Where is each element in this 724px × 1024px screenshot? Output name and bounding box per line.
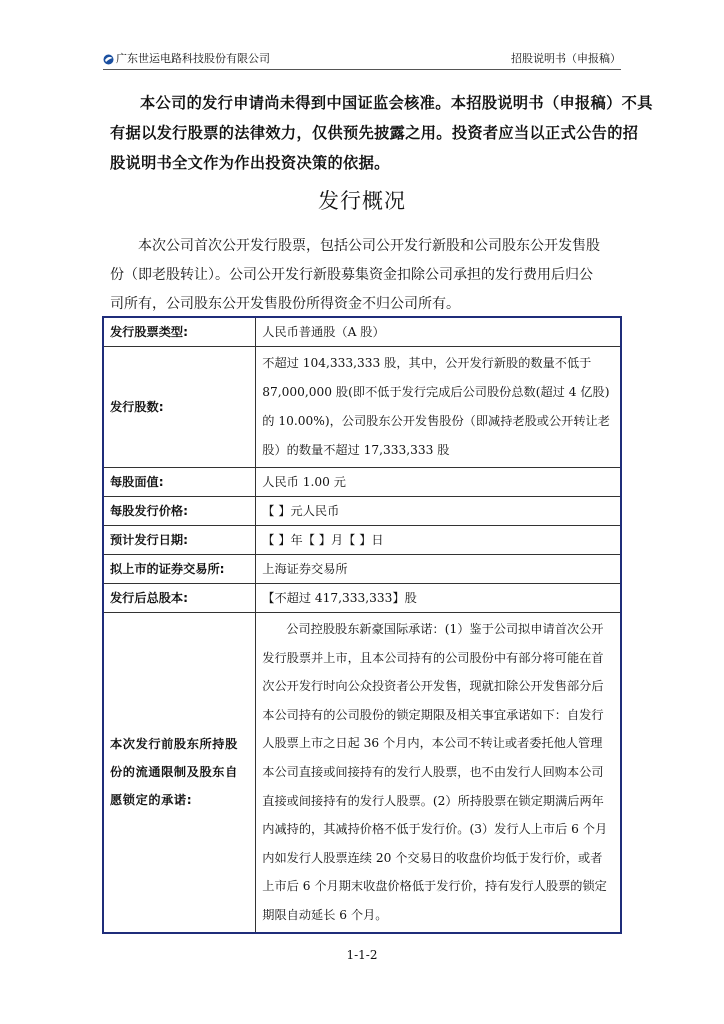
header-company-name: 广东世运电路科技股份有限公司 (116, 52, 270, 65)
row-label: 预计发行日期: (103, 526, 256, 555)
table-row (103, 317, 621, 347)
row-value: 上海证券交易所 (256, 555, 621, 584)
notice-line: 本公司的发行申请尚未得到中国证监会核准。本招股说明书（申报稿）不具 (140, 94, 653, 112)
row-value: 人民币 1.00 元 (256, 468, 621, 497)
row-label: 本次发行前股东所持股 份的流通限制及股东自 愿锁定的承诺: (103, 613, 256, 933)
header-doc-title: 招股说明书（申报稿） (511, 52, 621, 65)
intro-line: 本次公司首次公开发行股票，包括公司公开发行新股和公司股东公开发售股 (138, 238, 600, 254)
row-label: 每股发行价格: (103, 497, 256, 526)
table-row (103, 613, 621, 933)
table-row (103, 555, 621, 584)
table-row (103, 526, 621, 555)
offering-summary-table (102, 316, 622, 934)
intro-line: 份（即老股转让）。公司公开发行新股募集资金扣除公司承担的发行费用后归公 (110, 267, 593, 283)
table-row (103, 468, 621, 497)
row-label: 发行股票类型: (103, 317, 256, 347)
page-number: 1-1-2 (346, 948, 378, 962)
row-label: 发行股数: (103, 347, 256, 468)
row-value: 【 】元人民币 (256, 497, 621, 526)
company-logo-icon (103, 54, 114, 65)
table-row (103, 347, 621, 468)
row-value: 人民币普通股（A 股） (256, 317, 621, 347)
intro-line: 司所有，公司股东公开发售股份所得资金不归公司所有。 (110, 296, 460, 312)
row-value: 不超过 104,333,333 股，其中，公开发行新股的数量不低于 87,000,000 股(即不低于发行完成后公司股份总数(超过 4 亿股) 的 10.00%)，公司股东公开发售股份（即减持老股或公开转让老 股）的数量不超过 17,333,333 股 (256, 347, 621, 468)
row-value: 公司控股股东新豪国际承诺：(1）鉴于公司拟申请首次公开 发行股票并上市，且本公司持有的公司股份中有部分将可能在首 次公开发行时向公众投资者公开发售，现就扣除公开发售部分后 本公司持有的公司股份的锁定期限及相关事宜承诺如下：自发行 人股票上市之日起 36 个月内，本公司不转让或者委托他人管理 本公司直接或间接持有的发行人股票，也不由发行人回购本公司 直接或间接持有的发行人股票。(2）所持股票在锁定期满后两年 内减持的，其减持价格不低于发行价。(3）发行人上市后 6 个月 内如发行人股票连续 20 个交易日的收盘价均低于发行价，或者 上市后 6 个月期末收盘价格低于发行价，持有发行人股票的锁定 期限自动延长 6 个月。 (256, 613, 621, 933)
row-label: 拟上市的证券交易所: (103, 555, 256, 584)
row-value: 【不超过 417,333,333】股 (256, 584, 621, 613)
section-title: 发行概况 (318, 189, 406, 213)
notice-line: 股说明书全文作为作出投资决策的依据。 (110, 154, 390, 172)
header-left (103, 52, 270, 66)
row-label: 发行后总股本: (103, 584, 256, 613)
notice-line: 有据以发行股票的法律效力，仅供预先披露之用。投资者应当以正式公告的招 (110, 124, 639, 142)
row-label: 每股面值: (103, 468, 256, 497)
regulatory-notice (110, 88, 653, 178)
table-row (103, 497, 621, 526)
page-header (103, 52, 621, 70)
intro-paragraph (110, 232, 616, 319)
table-row (103, 584, 621, 613)
row-value: 【 】年【 】月【 】日 (256, 526, 621, 555)
